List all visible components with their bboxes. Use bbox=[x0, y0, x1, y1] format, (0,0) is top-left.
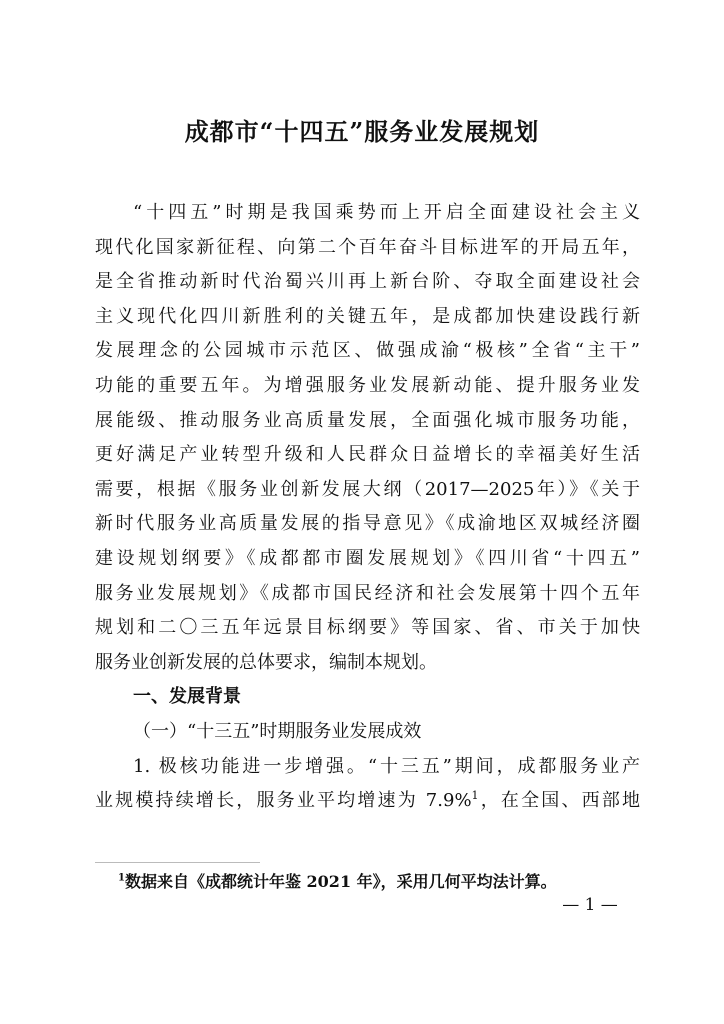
document-body bbox=[95, 196, 640, 819]
item-text: 业规模持续增长，服务业平均增速为 7.9% bbox=[95, 790, 472, 812]
footnote bbox=[118, 869, 638, 892]
paragraph-line: 服务业发展规划》《成都市国民经济和社会发展第十四个五年 bbox=[95, 582, 640, 604]
item-line bbox=[95, 784, 640, 819]
section-heading: 一、发展背景 bbox=[133, 686, 241, 708]
paragraph-line: 规划和二〇三五年远景目标纲要》等国家、省、市关于加快 bbox=[95, 617, 640, 639]
document-title: 成都市“十四五”服务业发展规划 bbox=[184, 117, 540, 146]
paragraph-line: 现代化国家新征程、向第二个百年奋斗目标进军的开局五年， bbox=[95, 236, 640, 258]
paragraph-line: “十四五”时期是我国乘势而上开启全面建设社会主义 bbox=[133, 202, 640, 223]
paragraph-line: 发展理念的公园城市示范区、做强成渝“极核”全省“主干” bbox=[95, 340, 640, 362]
item-text: ，在全国、西部地 bbox=[478, 790, 640, 812]
footnote-marker: 1 bbox=[118, 872, 125, 884]
paragraph-line: 新时代服务业高质量发展的指导意见》《成渝地区双城经济圈 bbox=[95, 513, 640, 535]
paragraph-line: 功能的重要五年。为增强服务业发展新动能、提升服务业发 bbox=[95, 374, 640, 396]
paragraph-line: 展能级、推动服务业高质量发展，全面强化城市服务功能， bbox=[95, 409, 640, 431]
page-number: — 1 — bbox=[562, 895, 618, 915]
paragraph-line: 主义现代化四川新胜利的关键五年，是成都加快建设践行新 bbox=[95, 305, 640, 327]
paragraph-line: 建设规划纲要》《成都都市圈发展规划》《四川省“十四五” bbox=[95, 547, 640, 569]
paragraph-line: 需要，根据《服务业创新发展大纲（2017—2025年）》《关于 bbox=[95, 478, 640, 500]
footnote-text: 数据来自《成都统计年鉴 2021 年》，采用几何平均法计算。 bbox=[124, 872, 557, 891]
paragraph-line: 是全省推动新时代治蜀兴川再上新台阶、夺取全面建设社会 bbox=[95, 271, 640, 293]
paragraph-line: 更好满足产业转型升级和人民群众日益增长的幸福美好生活 bbox=[95, 444, 640, 466]
footnote-reference[interactable]: 1 bbox=[471, 789, 479, 803]
subsection-heading: （一）“十三五”时期服务业发展成效 bbox=[133, 720, 422, 742]
item-line: 1. 极核功能进一步增强。“十三五”期间，成都服务业产 bbox=[133, 755, 640, 777]
paragraph-line: 服务业创新发展的总体要求，编制本规划。 bbox=[95, 651, 437, 673]
footnote-divider bbox=[95, 862, 260, 863]
